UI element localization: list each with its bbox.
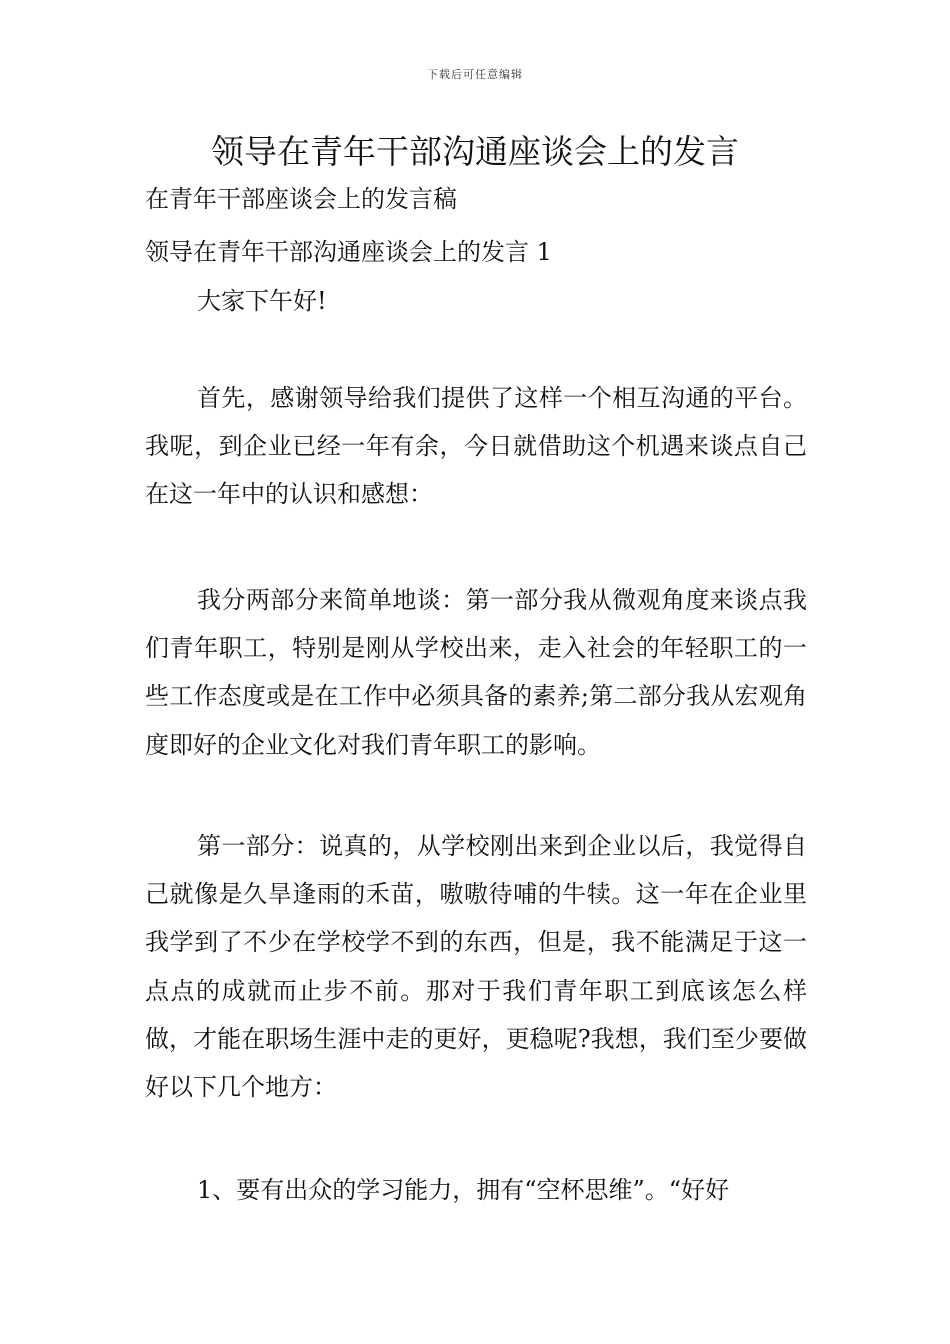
paragraph-point-one: 1、要有出众的学习能力，拥有“空杯思维”。“好好 bbox=[197, 1176, 730, 1204]
paragraph-outline: 我分两部分来简单地谈：第一部分我从微观角度来谈点我们青年职工，特别是刚从学校出来，走入社会的年轻职工的一些工作态度或是在工作中必须具备的素养;第二部分我从宏观角度即好的企业文化对我们青年职工的影响。 bbox=[145, 586, 807, 759]
document-title: 领导在青年干部沟通座谈会上的发言 bbox=[211, 132, 739, 171]
header-note: 下载后可任意编辑 bbox=[427, 68, 523, 81]
greeting: 大家下午好! bbox=[197, 287, 327, 315]
paragraph-intro: 首先，感谢领导给我们提供了这样一个相互沟通的平台。我呢，到企业已经一年有余，今日就借助这个机遇来谈点自己在这一年中的认识和感想： bbox=[145, 384, 807, 509]
subtitle-speech-draft: 在青年干部座谈会上的发言稿 bbox=[145, 185, 457, 213]
subtitle-speech-1: 领导在青年干部沟通座谈会上的发言 1 bbox=[145, 238, 552, 266]
paragraph-part-one: 第一部分：说真的，从学校刚出来到企业以后，我觉得自己就像是久旱逢雨的禾苗，嗷嗷待哺的牛犊。这一年在企业里我学到了不少在学校学不到的东西，但是，我不能满足于这一点点的成就而止步不前。那对于我们青年职工到底该怎么样做，才能在职场生涯中走的更好，更稳呢?我想，我们至少要做好以下几个地方： bbox=[145, 832, 807, 1102]
